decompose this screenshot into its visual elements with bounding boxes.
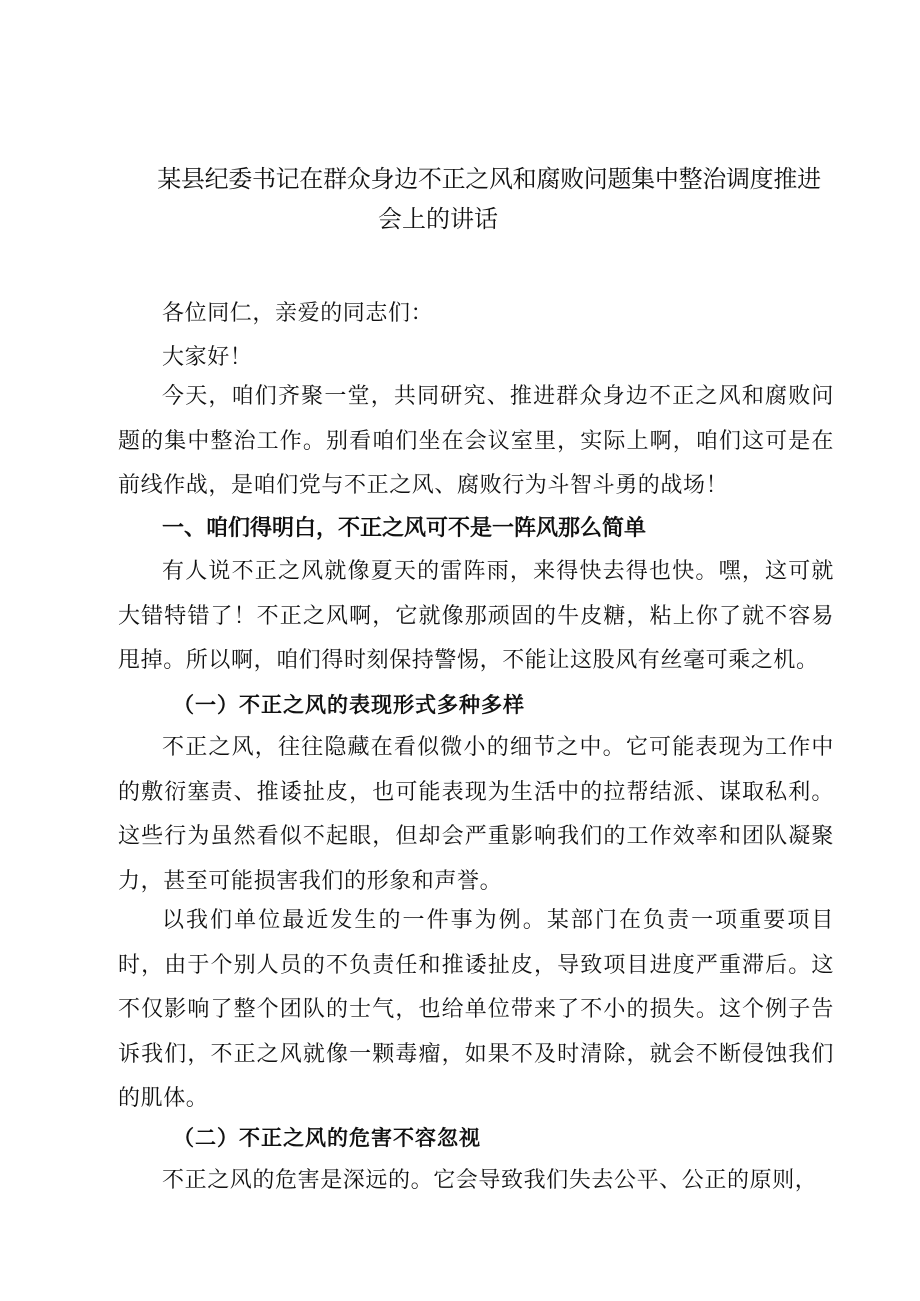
intro-paragraph: 今天，咱们齐聚一堂，共同研究、推进群众身边不正之风和腐败问题的集中整治工作。别看咱们坐在会议室里，实际上啊，咱们这可是在前线作战，是咱们党与不正之风、腐败行为斗智斗勇的战场！ [118, 384, 834, 498]
document-title-line-1: 某县纪委书记在群众身边不正之风和腐败问题集中整治调度推进 [157, 165, 821, 193]
document-title-line-2: 会上的讲话 [378, 205, 498, 233]
subsection-2-heading: （二）不正之风的危害不容忽视 [173, 1125, 481, 1150]
subsection-1-paragraph-2: 以我们单位最近发生的一件事为例。某部门在负责一项重要项目时，由于个别人员的不负责任和推诿扯皮，导致项目进度严重滞后。这不仅影响了整个团队的士气，也给单位带来了不小的损失。这个例子告诉我们，不正之风就像一颗毒瘤，如果不及时清除，就会不断侵蚀我们的肌体。 [118, 908, 834, 1111]
section-1-heading: 一、咱们得明白，不正之风可不是一阵风那么简单 [162, 516, 647, 541]
section-1-paragraph: 有人说不正之风就像夏天的雷阵雨，来得快去得也快。嘿，这可就大错特错了！不正之风啊，它就像那顽固的牛皮糖，粘上你了就不容易甩掉。所以啊，咱们得时刻保持警惕，不能让这股风有丝毫可乘之机。 [118, 559, 834, 673]
greeting: 大家好！ [162, 345, 253, 370]
subsection-2-paragraph-1: 不正之风的危害是深远的。它会导致我们失去公平、公正的原则， [162, 1168, 818, 1193]
subsection-1-paragraph-1: 不正之风，往往隐藏在看似微小的细节之中。它可能表现为工作中的敷衍塞责、推诿扯皮，也可能表现为生活中的拉帮结派、谋取私利。这些行为虽然看似不起眼，但却会严重影响我们的工作效率和团队凝聚力，甚至可能损害我们的形象和声誉。 [118, 735, 834, 894]
salutation: 各位同仁，亲爱的同志们： [162, 301, 434, 326]
subsection-1-heading: （一）不正之风的表现形式多种多样 [173, 692, 525, 717]
